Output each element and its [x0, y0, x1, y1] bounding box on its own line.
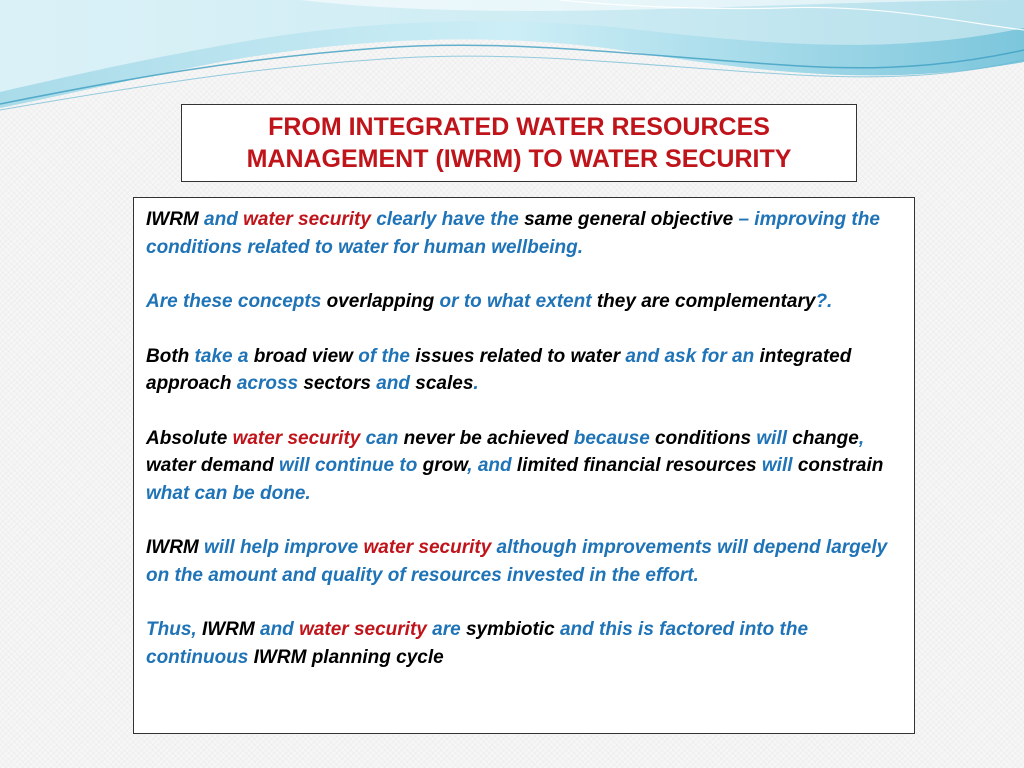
text-run: water demand [146, 455, 280, 476]
text-run: IWRM [201, 619, 260, 640]
text-run: and this is factored into the continuous [146, 619, 809, 668]
text-run: conditions [655, 427, 757, 449]
paragraph [146, 425, 904, 508]
text-run: will continue to [279, 455, 423, 476]
text-run: clearly have the [376, 209, 525, 230]
text-run: Both [146, 345, 195, 367]
wave-header-decoration [0, 0, 1024, 120]
paragraph [146, 343, 904, 398]
text-run: Absolute [146, 427, 233, 449]
text-run: limited financial resources [516, 455, 762, 476]
text-run: IWRM [146, 209, 205, 230]
text-run: Are these concepts [146, 291, 327, 312]
text-run: across [236, 373, 304, 394]
text-run: will help improve [204, 537, 364, 558]
text-run: same general objective [524, 209, 739, 230]
text-run: water security [243, 209, 377, 230]
title-line-2: MANAGEMENT (IWRM) TO WATER SECURITY [246, 145, 792, 173]
text-run: symbiotic [465, 619, 560, 640]
text-run: never be achieved [403, 427, 574, 449]
text-run: of the [358, 345, 416, 367]
text-run: will [761, 455, 798, 476]
slide-title [247, 111, 792, 175]
text-run: although improvements will depend largely on the amount and quality of resources invested in the effort. [146, 537, 888, 586]
content-box [133, 197, 915, 734]
text-run: take a [194, 345, 254, 367]
text-run: will [756, 427, 793, 449]
text-run: or to what extent [439, 291, 597, 312]
text-run: – improving the conditions related to water for human wellbeing. [146, 209, 880, 258]
text-run: change [792, 427, 859, 449]
paragraph [146, 288, 904, 316]
text-run: , [858, 427, 865, 449]
text-run: IWRM [146, 537, 205, 558]
text-run: water security [363, 537, 497, 558]
text-run: IWRM planning cycle [253, 646, 444, 668]
text-run: issues related to water [415, 345, 626, 367]
paragraph [146, 616, 904, 671]
text-run: constrain [797, 455, 884, 476]
text-run: and [260, 619, 300, 640]
text-run: Thus, [146, 619, 202, 640]
text-run: , and [467, 455, 517, 476]
title-box [181, 104, 857, 182]
text-run: what can be done. [146, 482, 311, 504]
title-line-1: FROM INTEGRATED WATER RESOURCES [268, 113, 770, 141]
text-run: and ask for an [625, 345, 760, 367]
text-run: are [432, 619, 466, 640]
paragraph [146, 534, 904, 589]
text-run: because [573, 427, 656, 449]
text-run: water security [299, 619, 433, 640]
text-run: ?. [815, 291, 833, 312]
text-run: water security [232, 427, 366, 449]
text-run: can [365, 427, 404, 449]
text-run: they are complementary [596, 291, 816, 312]
text-run: grow [422, 455, 468, 476]
text-run: and [376, 373, 416, 394]
text-run: integrated approach [146, 345, 852, 394]
text-run: scales [415, 373, 474, 394]
paragraph [146, 206, 904, 261]
text-run: sectors [303, 373, 377, 394]
text-run: overlapping [326, 291, 440, 312]
text-run: . [473, 373, 479, 394]
text-run: and [204, 209, 244, 230]
text-run: broad view [253, 345, 359, 367]
